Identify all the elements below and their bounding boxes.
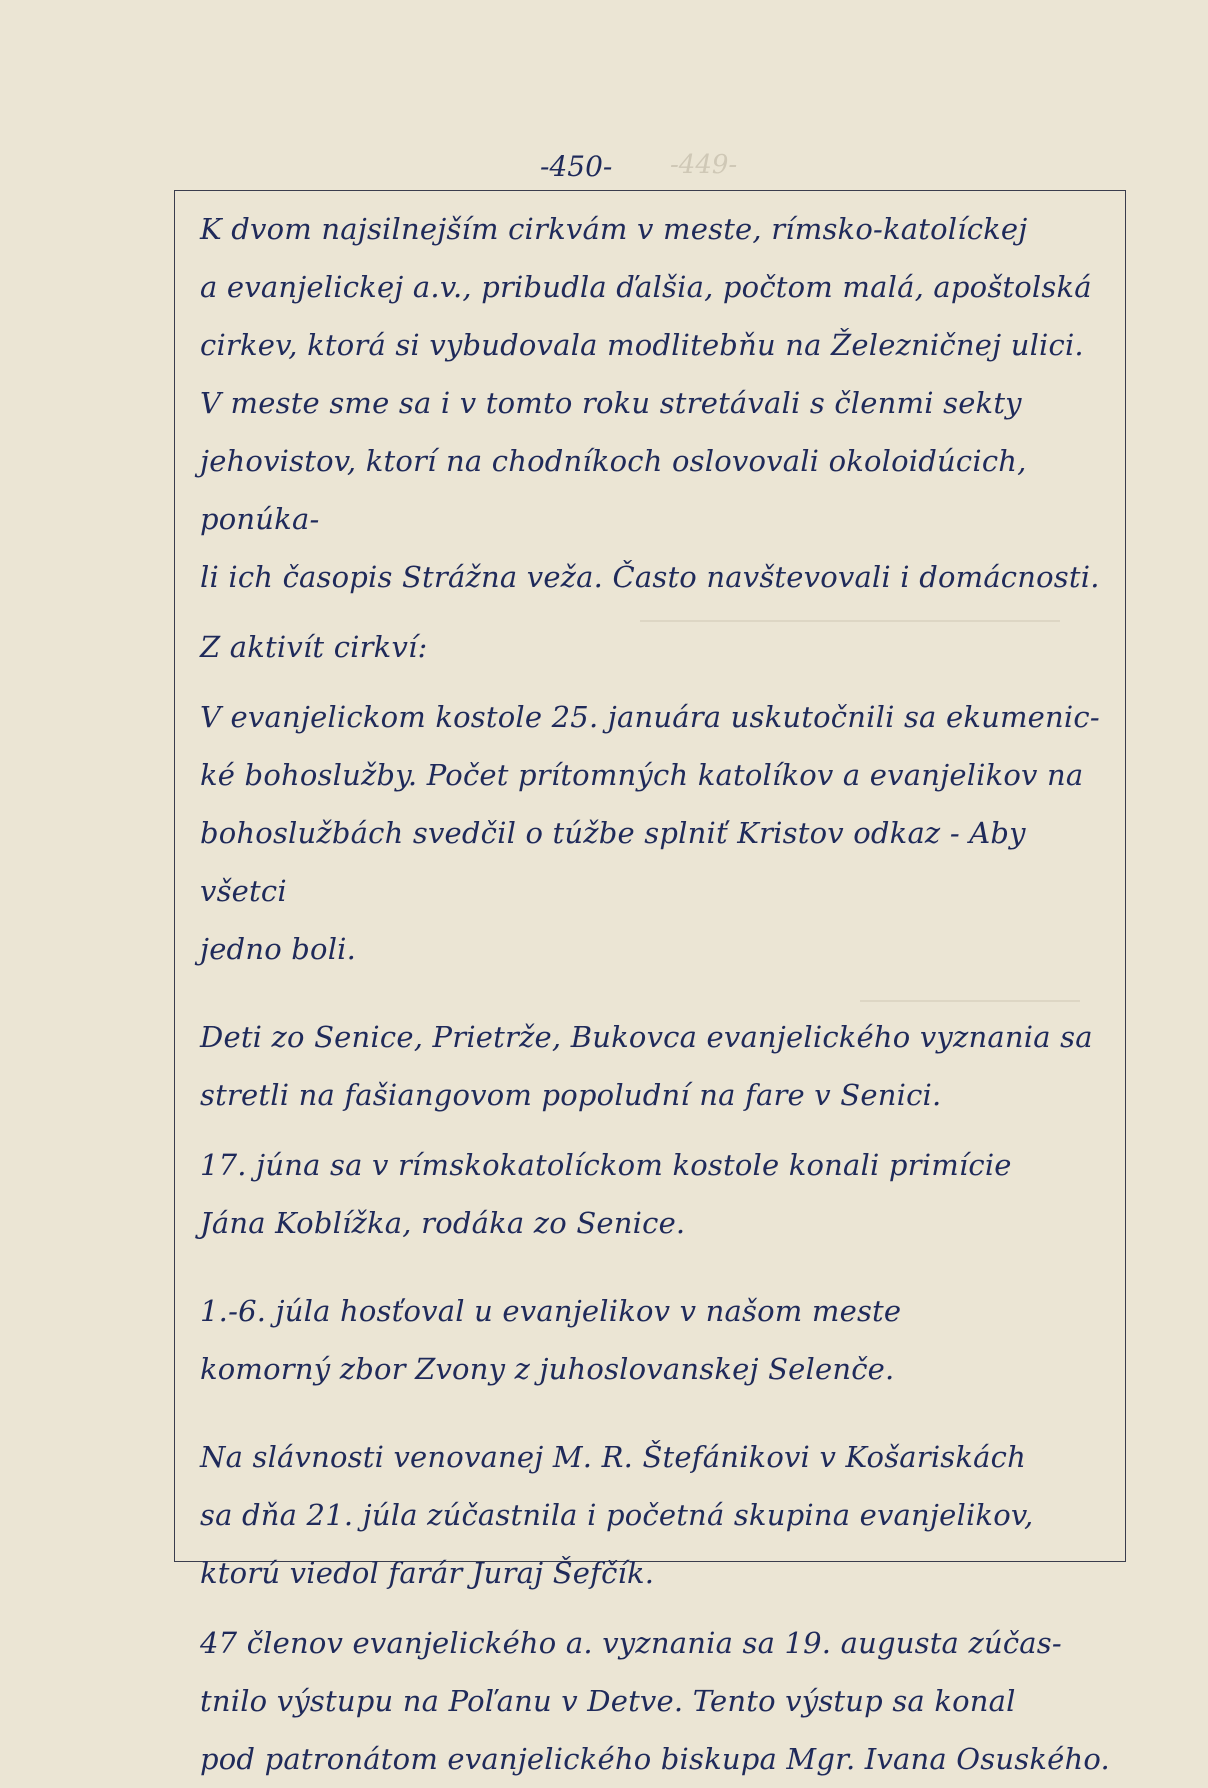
section-heading-church-activities: Z aktivít cirkví: — [200, 630, 428, 664]
paragraph-stefanik-celebration: Na slávnosti venovanej M. R. Štefánikovi v Košariskách sa dňa 21. júla zúčastnila i početná skupina evanjelikov, ktorú viedol farár Juraj Šefčík. — [200, 1440, 1034, 1590]
page-number: -450- — [540, 150, 613, 183]
bleed-through-page-number: -449- — [670, 150, 738, 180]
paragraph-primicie: 17. júna sa v rímskokatolíckom kostole konali primície Jána Koblížka, rodáka zo Senice. — [200, 1148, 1012, 1240]
paragraph-carnival-children: Deti zo Senice, Prietrže, Bukovca evanjelického vyznania sa stretli na fašiangovom popoludní na fare v Senici. — [200, 1020, 1093, 1112]
chronicle-text — [200, 200, 1110, 1788]
paragraph-ecumenical-service: V evanjelickom kostole 25. januára uskutočnili sa ekumenic- ké bohoslužby. Počet prítomných katolíkov a evanjelikov na bohoslužbách svedčil o túžbe splniť Kristov odkaz - Aby všetci jedno boli. — [200, 700, 1100, 966]
paragraph-churches: K dvom najsilnejším cirkvám v meste, rímsko-katolíckej a evanjelickej a.v., pribudla ďalšia, počtom malá, apoštolská cirkev, ktorá si vybudovala modlitebňu na Železničnej ulici. V meste sme sa i v tomto roku stretávali s členmi sekty jehovistov, ktorí na chodníkoch oslovovali okoloidúcich, ponúka- li ich časopis Strážna veža. Často navštevovali i domácnosti. — [200, 212, 1100, 594]
paragraph-choir-visit: 1.-6. júla hosťoval u evanjelikov v našom meste komorný zbor Zvony z juhoslovanskej Selenče. — [200, 1294, 902, 1386]
paragraph-polana-climb: 47 členov evanjelického a. vyznania sa 19. augusta zúčas- tnilo výstupu na Poľanu v Detve. Tento výstup sa konal pod patronátom evanjelického biskupa Mgr. Ivana Osuského. — [200, 1626, 1110, 1776]
